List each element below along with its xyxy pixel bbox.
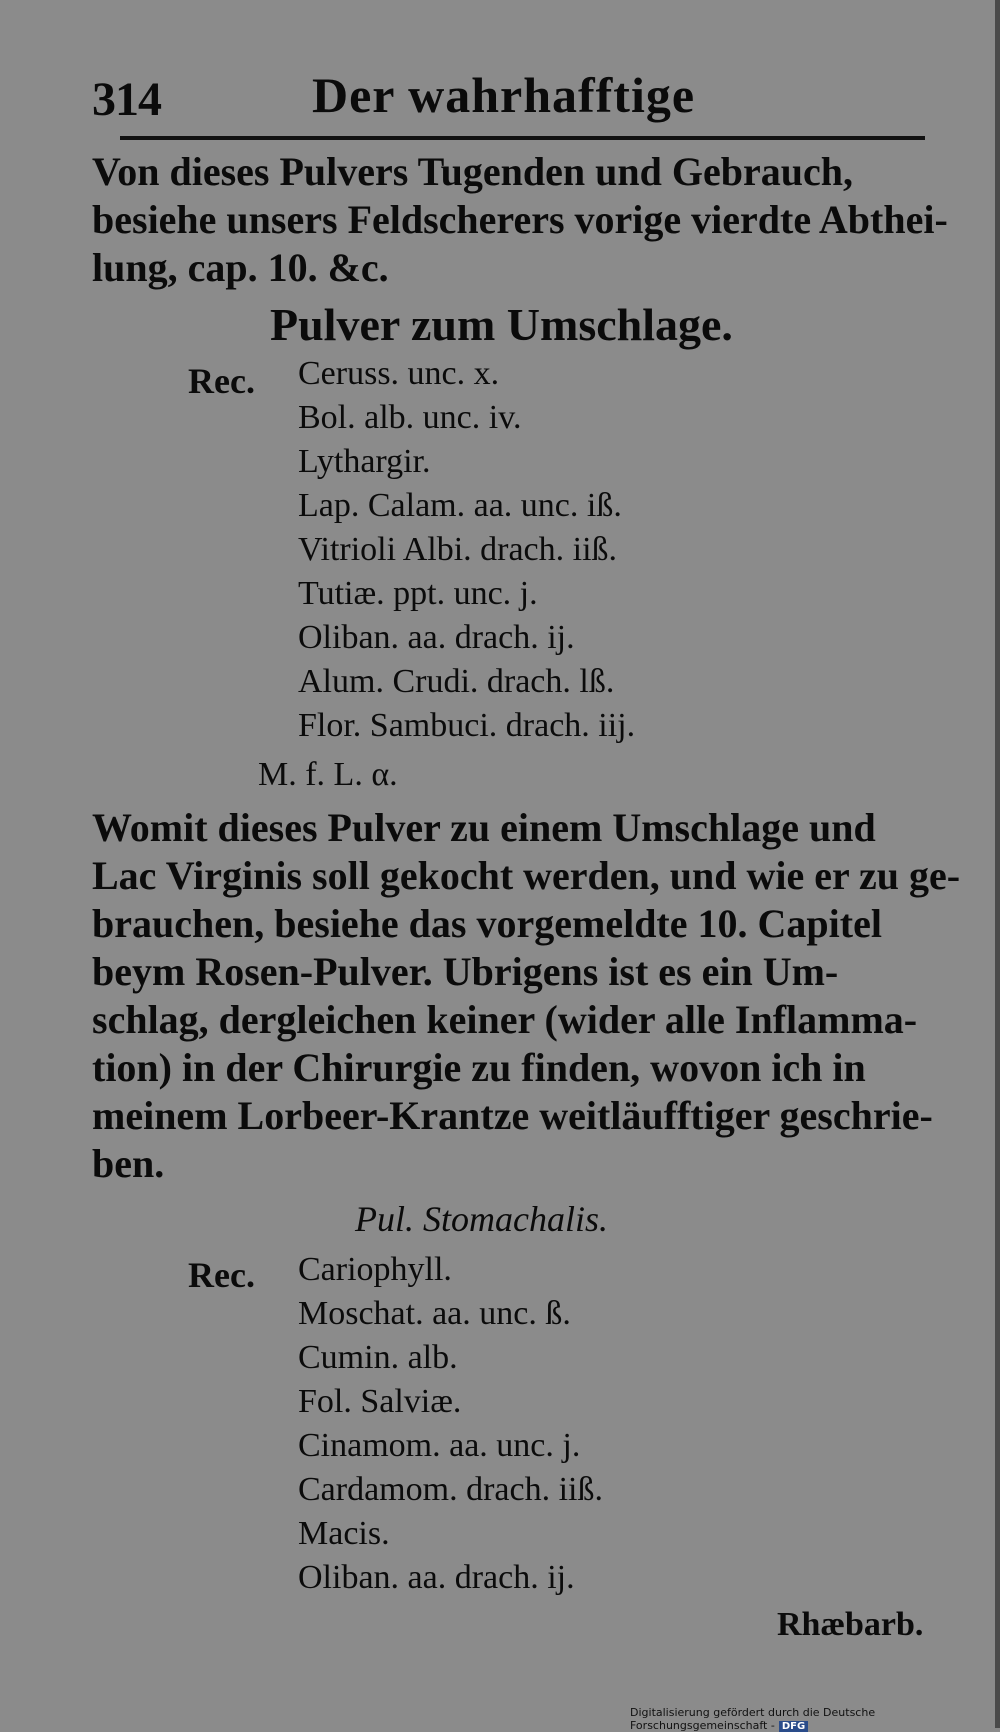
ingredient-item: Vitrioli Albi. drach. iiß. (298, 531, 618, 568)
text-line: Womit dieses Pulver zu einem Umschlage und (92, 805, 876, 850)
ingredient-item: Cardamom. drach. iiß. (298, 1471, 603, 1508)
ingredient-item: Tutiæ. ppt. unc. j. (298, 575, 538, 612)
text-line: beym Rosen-Pulver. Ubrigens ist es ein Um- (92, 949, 839, 994)
catchword: Rhæbarb. (777, 1606, 924, 1643)
ingredient-item: Oliban. aa. drach. ij. (298, 1559, 575, 1596)
text-line: ben. (92, 1141, 165, 1186)
ingredient-item: Cinamom. aa. unc. j. (298, 1427, 581, 1464)
ingredient-item: Oliban. aa. drach. ij. (298, 619, 575, 656)
ingredient-item: Bol. alb. unc. iv. (298, 399, 522, 436)
text-line: lung, cap. 10. &c. (92, 245, 389, 290)
rec-label: Rec. (188, 1255, 255, 1295)
text-line: Lac Virginis soll gekocht werden, und wie er zu ge- (92, 853, 961, 898)
ingredient-list (298, 1248, 603, 1600)
page-edge-shadow (995, 0, 1000, 1728)
footer-text: Digitalisierung gefördert durch die Deutsche Forschungsgemeinschaft - (630, 1706, 876, 1732)
dfg-logo-badge: DFG (779, 1721, 808, 1732)
ingredient-item: Fol. Salviæ. (298, 1383, 462, 1420)
section-subheading: Pul. Stomachalis. (355, 1199, 608, 1239)
ingredient-item: Cumin. alb. (298, 1339, 458, 1376)
ingredient-item: Ceruss. unc. x. (298, 355, 500, 392)
ingredient-item: Macis. (298, 1515, 390, 1552)
digitization-footer (630, 1706, 1000, 1732)
text-line: meinem Lorbeer-Krantze weitläufftiger geschrie- (92, 1093, 933, 1138)
text-line: tion) in der Chirurgie zu finden, wovon ich in (92, 1045, 866, 1090)
ingredient-item: Lythargir. (298, 443, 431, 480)
text-line: Von dieses Pulvers Tugenden und Gebrauch, (92, 149, 853, 194)
page-number: 314 (92, 73, 161, 126)
ingredient-list (298, 352, 635, 748)
text-line: brauchen, besiehe das vorgemeldte 10. Capitel (92, 901, 882, 946)
body-paragraph (92, 804, 961, 1188)
rec-label: Rec. (188, 361, 255, 401)
ingredient-item: Moschat. aa. unc. ß. (298, 1295, 571, 1332)
intro-paragraph (92, 148, 948, 292)
section-heading: Pulver zum Umschlage. (270, 299, 733, 350)
running-title: Der wahrhafftige (312, 67, 696, 123)
ingredient-item: Cariophyll. (298, 1251, 452, 1288)
text-line: schlag, dergleichen keiner (wider alle Inflamma- (92, 997, 918, 1042)
text-line: besiehe unsers Feldscherers vorige vierdte Abthei- (92, 197, 948, 242)
ingredient-item: Alum. Crudi. drach. lß. (298, 663, 615, 700)
formula: M. f. L. α. (258, 756, 398, 793)
page-header (92, 62, 922, 134)
ingredient-item: Flor. Sambuci. drach. iij. (298, 707, 636, 744)
header-rule (120, 136, 925, 140)
ingredient-item: Lap. Calam. aa. unc. iß. (298, 487, 622, 524)
